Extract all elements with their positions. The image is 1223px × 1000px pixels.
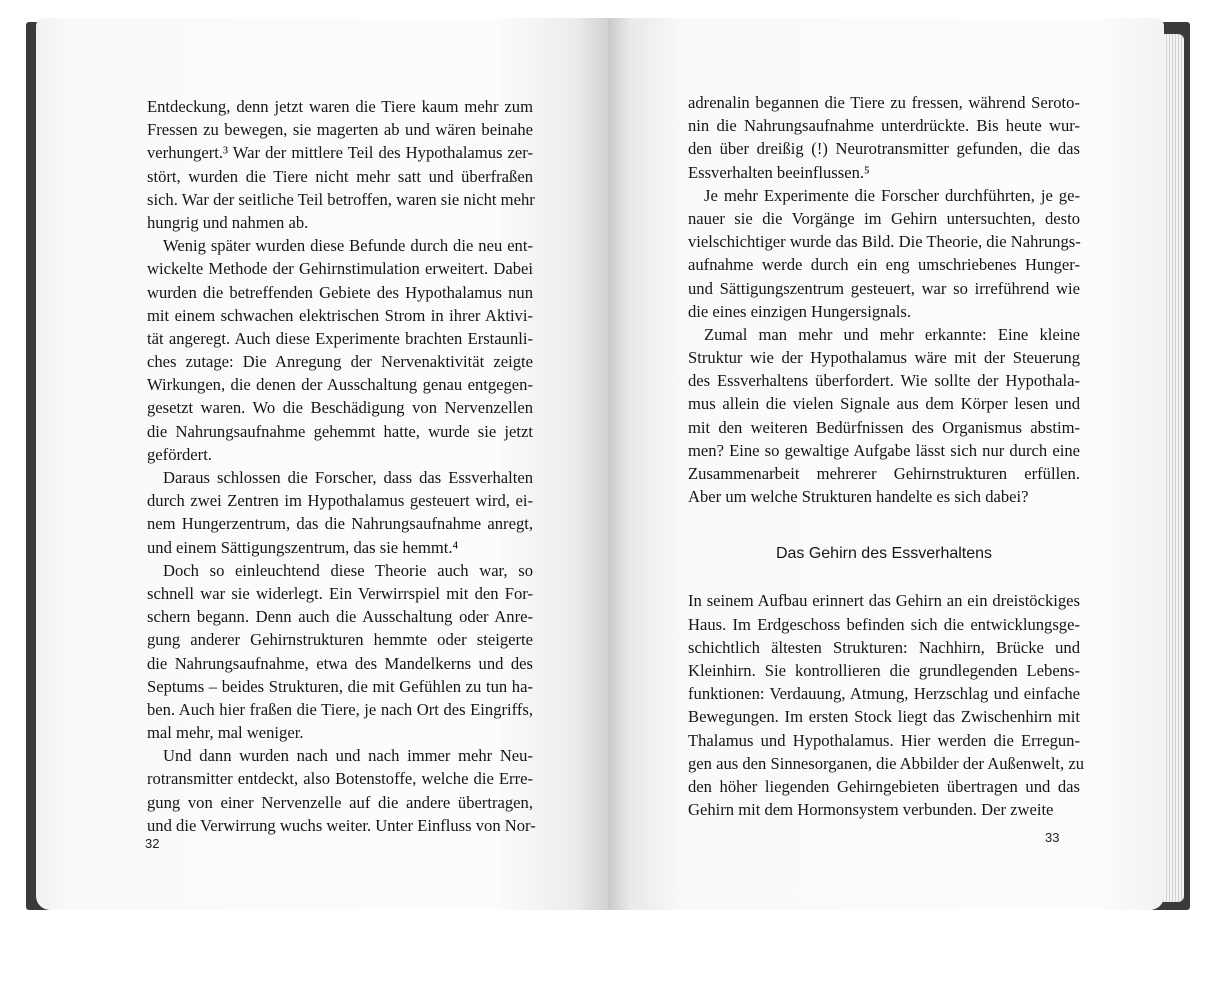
text-line: und einem Sättigungszentrum, das sie hemmt.⁴ — [147, 537, 459, 557]
text-line: mal mehr, mal weniger. — [147, 723, 304, 743]
text-line: nin die Nahrungsaufnahme unterdrückte. Bis heute wur- — [688, 116, 1080, 136]
text-line: Struktur wie der Hypothalamus wäre mit der Steuerung — [688, 348, 1080, 368]
text-line: Aber um welche Strukturen handelte es sich dabei? — [688, 487, 1029, 507]
text-line: die Nahrungsaufnahme gehemmt hatte, wurde sie jetzt — [147, 421, 533, 441]
text-line: Essverhalten beeinflussen.⁵ — [688, 162, 870, 182]
text-line: gefördert. — [147, 444, 212, 464]
text-line: Zumal man mehr und mehr erkannte: Eine kleine — [704, 324, 1080, 344]
text-line: aufnahme werde durch ein eng umschriebenes Hunger- — [688, 255, 1080, 275]
text-line: men? Eine so gewaltige Aufgabe lässt sich nur durch eine — [688, 440, 1080, 460]
text-line: nauer sie die Vorgänge im Gehirn untersuchten, desto — [688, 208, 1080, 228]
right-page — [608, 18, 1164, 910]
text-line: Thalamus und Hypothalamus. Hier werden die Erregun- — [688, 730, 1080, 750]
text-line: gung anderer Gehirnstrukturen hemmte oder steigerte — [147, 630, 533, 650]
left-page-text — [147, 95, 536, 837]
text-line: Zusammenarbeit mehrerer Gehirnstrukturen erfüllen. — [688, 464, 1080, 483]
text-line: gung von einer Nervenzelle auf die andere übertragen, — [147, 792, 533, 812]
paragraph — [147, 234, 533, 466]
text-line: und die Verwirrung wuchs weiter. Unter Einfluss von Nor- — [147, 815, 536, 835]
right-page-body-bottom — [688, 589, 1085, 821]
text-line: schnell war sie widerlegt. Ein Verwirrspiel mit den For- — [147, 583, 533, 603]
paragraph — [688, 589, 1085, 821]
paragraph — [147, 95, 533, 234]
text-line: und Sättigungszentrum gesteuert, war so irreführend wie — [688, 278, 1080, 298]
text-line: ben. Auch hier fraßen die Tiere, je nach Ort des Eingriffs, — [147, 699, 533, 719]
text-line: verhungert.³ War der mittlere Teil des Hypothalamus zer- — [147, 143, 533, 163]
text-line: Bewegungen. Im ersten Stock liegt das Zwischenhirn mit — [688, 707, 1080, 727]
text-line: gesetzt waren. Wo die Beschädigung von Nervenzellen — [147, 398, 533, 418]
right-page-body-top — [688, 91, 1080, 508]
text-line: rotransmitter entdeckt, also Botenstoffe, welche die Erre- — [147, 769, 533, 789]
text-line: Haus. Im Erdgeschoss befinden sich die entwicklungsge- — [688, 614, 1080, 634]
text-line: adrenalin begannen die Tiere zu fressen, während Seroto- — [688, 93, 1080, 112]
text-line: Und dann wurden nach und nach immer mehr Neu- — [163, 746, 533, 766]
text-line: mus allein die vielen Signale aus dem Körper lesen und — [688, 394, 1080, 414]
section-heading: Das Gehirn des Essverhaltens — [775, 545, 993, 563]
text-line: Je mehr Experimente die Forscher durchführten, je ge- — [704, 185, 1080, 205]
text-line: mit einem schwachen elektrischen Strom in ihrer Aktivi- — [147, 305, 533, 325]
text-line: den über dreißig (!) Neurotransmitter gefunden, die das — [688, 139, 1080, 159]
text-line: stört, wurden die Tiere nicht mehr satt und überfraßen — [147, 166, 533, 186]
text-line: Daraus schlossen die Forscher, dass das Essverhalten — [163, 468, 533, 487]
text-line: Wenig später wurden diese Befunde durch die neu ent- — [163, 236, 533, 256]
text-line: nem Hungerzentrum, das die Nahrungsaufnahme anregt, — [147, 514, 533, 534]
page-number-left: 32 — [145, 836, 160, 851]
text-line: tät angeregt. Auch diese Experimente brachten Erstaunli- — [147, 328, 533, 348]
text-line: Wirkungen, die denen der Ausschaltung genau entgegen- — [147, 375, 533, 395]
text-line: Kleinhirn. Sie kontrollieren die grundlegenden Lebens- — [688, 660, 1080, 680]
paragraph — [147, 559, 533, 745]
paragraph — [688, 184, 1080, 323]
text-line: die Nahrungsaufnahme, etwa des Mandelkerns und des — [147, 653, 533, 673]
paragraph — [147, 466, 533, 559]
text-line: funktionen: Verdauung, Atmung, Herzschlag und einfache — [688, 684, 1080, 704]
text-line: Entdeckung, denn jetzt waren die Tiere kaum mehr zum — [147, 97, 533, 116]
page-number-right: 33 — [1045, 830, 1060, 845]
text-line: schern begann. Denn auch die Ausschaltung oder Anre- — [147, 607, 533, 627]
text-line: Doch so einleuchtend diese Theorie auch war, so — [163, 560, 533, 580]
right-page-text — [688, 91, 1085, 821]
paragraph — [688, 323, 1080, 509]
text-line: ches zutage: Die Anregung der Nervenaktivität zeigte — [147, 352, 533, 372]
text-line: des Essverhaltens überfordert. Wie sollte der Hypothala- — [688, 371, 1080, 391]
text-line: die eines einzigen Hungersignals. — [688, 301, 912, 321]
paragraph — [688, 91, 1080, 184]
text-line: hungrig und nahmen ab. — [147, 212, 309, 232]
text-line: wurden die betreffenden Gebiete des Hypothalamus nun — [147, 282, 533, 302]
text-line: vielschichtiger wurde das Bild. Die Theorie, die Nahrungs- — [688, 232, 1081, 252]
left-page — [36, 18, 610, 910]
text-line: Septums – beides Strukturen, die mit Gefühlen zu tun ha- — [147, 676, 533, 696]
text-line: mit den weiteren Bedürfnissen des Organismus abstim- — [688, 417, 1080, 437]
text-line: gen aus den Sinnesorganen, die Abbilder der Außenwelt, zu — [688, 753, 1085, 773]
text-line: Fressen zu bewegen, sie magerten ab und wären beinahe — [147, 120, 533, 140]
text-line: Gehirn mit dem Hormonsystem verbunden. Der zweite — [688, 800, 1054, 820]
text-line: schichtlich ältesten Strukturen: Nachhirn, Brücke und — [688, 637, 1080, 657]
text-line: In seinem Aufbau erinnert das Gehirn an ein dreistöckiges — [688, 591, 1080, 611]
text-line: den höher liegenden Gehirngebieten übertragen und das — [688, 776, 1080, 796]
text-line: sich. War der seitliche Teil betroffen, waren sie nicht mehr — [147, 189, 535, 209]
text-line: durch zwei Zentren im Hypothalamus gesteuert wird, ei- — [147, 491, 533, 511]
text-line: wickelte Methode der Gehirnstimulation erweitert. Dabei — [147, 259, 533, 279]
paragraph — [147, 744, 536, 837]
